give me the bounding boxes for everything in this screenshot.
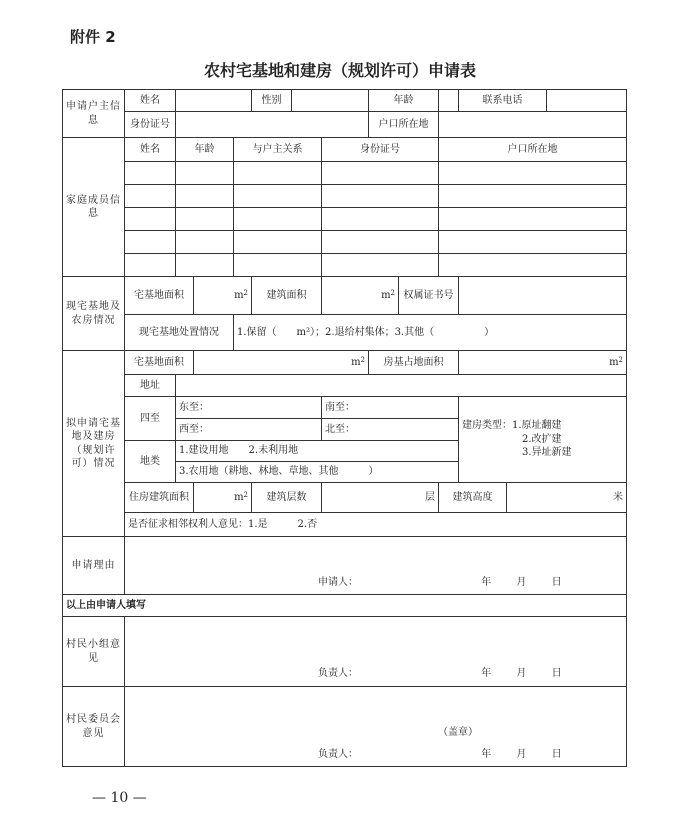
application-form-table (62, 89, 627, 767)
group-opinion-field[interactable] (125, 617, 627, 687)
proposed-site-area-label: 宅基地面积 (125, 351, 194, 375)
certificate-field[interactable] (459, 277, 627, 315)
build-type-option-3[interactable]: 3.异址新建 (522, 447, 572, 459)
unit-m2: m (351, 356, 361, 368)
family-col-name: 姓名 (125, 138, 176, 162)
age-field[interactable] (439, 90, 459, 112)
unit-m2: m (381, 289, 391, 301)
day-label: 日 (551, 748, 562, 760)
committee-opinion-label: 村民委员会意见 (63, 687, 125, 767)
id-number-label: 身份证号 (125, 112, 176, 138)
year-label: 年 (481, 576, 492, 588)
month-label: 月 (516, 667, 527, 679)
land-type-label: 地类 (125, 441, 176, 483)
disposal-options[interactable]: 1.保留（ m²）；2.退给村集体；3.其他（ ） (234, 315, 627, 351)
year-label: 年 (481, 748, 492, 760)
north-field[interactable]: 北至： (322, 419, 459, 441)
certificate-label: 权属证书号 (399, 277, 459, 315)
floor-area-field[interactable]: $m^2$ (194, 483, 252, 513)
month-label: 月 (516, 576, 527, 588)
reason-field[interactable] (125, 537, 627, 595)
family-row (63, 231, 627, 254)
height-unit: 米 (613, 491, 624, 503)
group-opinion-label: 村民小组意见 (63, 617, 125, 687)
unit-m2: m (609, 356, 619, 368)
id-number-field[interactable] (176, 112, 369, 138)
family-row (63, 208, 627, 231)
year-label: 年 (481, 667, 492, 679)
boundaries-label: 四至 (125, 397, 176, 441)
current-section-label: 现宅基地及农房情况 (63, 277, 125, 351)
group-signature-label: 负责人： (318, 667, 358, 679)
applicant-section-label: 申请户主信息 (63, 90, 125, 138)
applicant-signature-label: 申请人： (318, 576, 358, 588)
height-field[interactable] (507, 483, 627, 513)
address-field[interactable] (176, 375, 627, 397)
committee-signature-label: 负责人： (318, 748, 358, 760)
hukou-label: 户口所在地 (369, 112, 439, 138)
day-label: 日 (551, 576, 562, 588)
page-number: — 10 — (92, 790, 147, 806)
height-label: 建筑高度 (439, 483, 507, 513)
family-row (63, 254, 627, 277)
land-type-option-1[interactable]: 1.建设用地 2.未利用地 (176, 441, 459, 462)
month-label: 月 (516, 748, 527, 760)
floor-area-label: 住房建筑面积 (125, 483, 194, 513)
phone-field[interactable] (547, 90, 627, 112)
build-type-option-1[interactable]: 建房类型：1.原址翻建 (462, 420, 562, 432)
east-field[interactable]: 东至： (176, 397, 322, 419)
current-site-area-label: 宅基地面积 (125, 277, 194, 315)
current-build-area-field[interactable]: $m^2$ (322, 277, 399, 315)
footprint-field[interactable]: $m^2$ (459, 351, 627, 375)
disposal-label: 现宅基地处置情况 (125, 315, 234, 351)
age-label: 年龄 (369, 90, 439, 112)
name-label: 姓名 (125, 90, 176, 112)
current-build-area-label: 建筑面积 (252, 277, 322, 315)
neighbor-consent[interactable]: 是否征求相邻权利人意见：1.是 2.否 (125, 513, 627, 537)
south-field[interactable]: 南至： (322, 397, 459, 419)
land-type-option-2[interactable]: 3.农用地（耕地、林地、草地、其他 ） (176, 462, 459, 483)
committee-opinion-field[interactable] (125, 687, 627, 767)
family-col-age: 年龄 (176, 138, 234, 162)
unit-m2: m (234, 289, 244, 301)
family-col-hukou: 户口所在地 (439, 138, 627, 162)
seal-label: （盖章） (438, 727, 478, 738)
phone-label: 联系电话 (459, 90, 547, 112)
floors-label: 建筑层数 (252, 483, 322, 513)
current-site-area-field[interactable]: $m^2$ (194, 277, 252, 315)
unit-m2: m (234, 491, 244, 503)
name-field[interactable] (176, 90, 252, 112)
build-type-cell (459, 397, 627, 483)
address-label: 地址 (125, 375, 176, 397)
family-section-label: 家庭成员信息 (63, 138, 125, 277)
floors-field[interactable] (322, 483, 439, 513)
gender-field[interactable] (292, 90, 369, 112)
build-type-option-2[interactable]: 2.改扩建 (522, 433, 562, 445)
family-col-id: 身份证号 (322, 138, 439, 162)
page-title: 农村宅基地和建房（规划许可）申请表 (203, 61, 476, 80)
attachment-label: 附件 2 (70, 28, 116, 46)
family-row (63, 162, 627, 185)
west-field[interactable]: 西至： (176, 419, 322, 441)
day-label: 日 (551, 667, 562, 679)
footprint-label: 房基占地面积 (369, 351, 459, 375)
proposed-site-area-field[interactable]: $m^2$ (194, 351, 369, 375)
reason-section-label: 申请理由 (63, 537, 125, 595)
family-row (63, 185, 627, 208)
proposed-section-label: 拟申请宅基地及建房（规划许可）情况 (63, 351, 125, 537)
gender-label: 性别 (252, 90, 292, 112)
hukou-field[interactable] (439, 112, 627, 138)
applicant-fill-note: 以上由申请人填写 (63, 595, 627, 617)
family-col-relation: 与户主关系 (234, 138, 322, 162)
floors-unit: 层 (425, 491, 436, 503)
